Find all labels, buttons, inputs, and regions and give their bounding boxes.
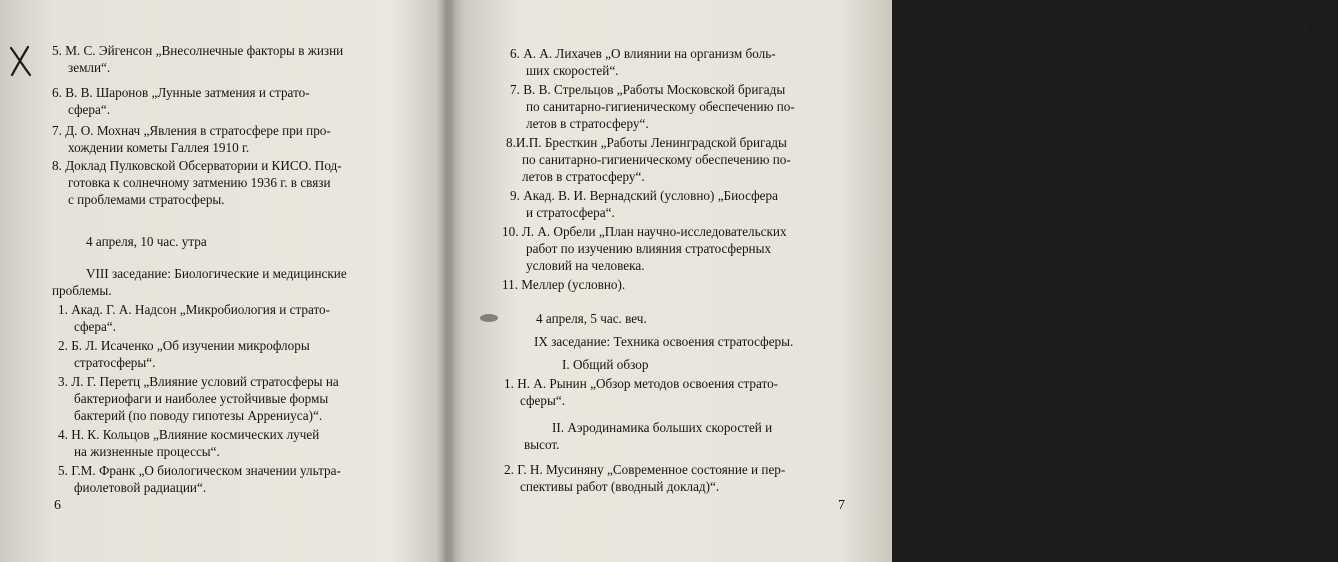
list-item: 1. Акад. Г. А. Надсон „Микробиология и страто- сфера“. [58,302,331,334]
list-item: 8.И.П. Бресткин „Работы Ленинградской бригады по санитарно-гигиеническому обеспечению по- летов в стратосферу“. [506,135,791,184]
list-item: 9. Акад. В. И. Вернадский (условно) „Биосфера и стратосфера“. [510,188,778,220]
list-item: 1. Н. А. Рынин „Обзор методов освоения страто- сферы“. [504,376,779,408]
list-item: 6. В. В. Шаронов „Лунные затмения и страто- сфера“. [52,85,310,117]
handwritten-x-mark [8,44,34,78]
list-item: 5. Г.М. Франк „О биологическом значении ультра- фиолетовой радиации“. [58,463,341,495]
list-item: 8. Доклад Пулковской Обсерватории и КИСО. Под- готовка к солнечному затмению 1936 г. в связи с проблемами стратосферы. [52,158,342,207]
session-date: 4 апреля, 10 час. утра [86,234,207,249]
list-item: 11. Меллер (условно). [502,277,626,292]
section-title: II. Аэродинамика больших скоростей и высот. [524,420,773,452]
left-page [0,0,440,562]
section-title: I. Общий обзор [562,357,649,372]
list-item: 5. М. С. Эйгенсон „Внесолнечные факторы в жизни земли“. [52,43,344,75]
ink-blot [478,312,500,324]
handwritten-page-number [1284,10,1338,40]
page-number: 7 [838,498,845,513]
list-item: 7. Д. О. Мохнач „Явления в стратосфере при про- хождении кометы Галлея 1910 г. [52,123,331,155]
right-page [452,0,1334,562]
session-date: 4 апреля, 5 час. веч. [536,311,647,326]
session-title: IX заседание: Техника освоения стратосферы. [534,334,794,349]
svg-text:117: 117 [1288,12,1334,40]
list-item: 7. В. В. Стрельцов „Работы Московской бригады по санитарно-гигиеническому обеспечению по- летов в стратосферу“. [510,82,795,131]
list-item: 4. Н. К. Кольцов „Влияние космических лучей на жизненные процессы“. [58,427,320,459]
list-item: 3. Л. Г. Перетц „Влияние условий стратосферы на бактериофаги и наиболее устойчивые формы бактерий (по поводу гипотезы Аррениуса)“. [58,374,339,423]
list-item: 6. А. А. Лихачев „О влиянии на организм боль- ших скоростей“. [510,46,776,78]
list-item: 10. Л. А. Орбели „План научно-исследовательских работ по изучению влияния стратосферных условий на человека. [502,224,787,273]
list-item: 2. Б. Л. Исаченко „Об изучении микрофлоры стратосферы“. [58,338,310,370]
page-number: 6 [54,498,61,513]
session-title: VIII заседание: Биологические и медицинские проблемы. [52,266,347,298]
list-item: 2. Г. Н. Мусиняну „Современное состояние и пер- спективы работ (вводный доклад)“. [504,462,786,494]
